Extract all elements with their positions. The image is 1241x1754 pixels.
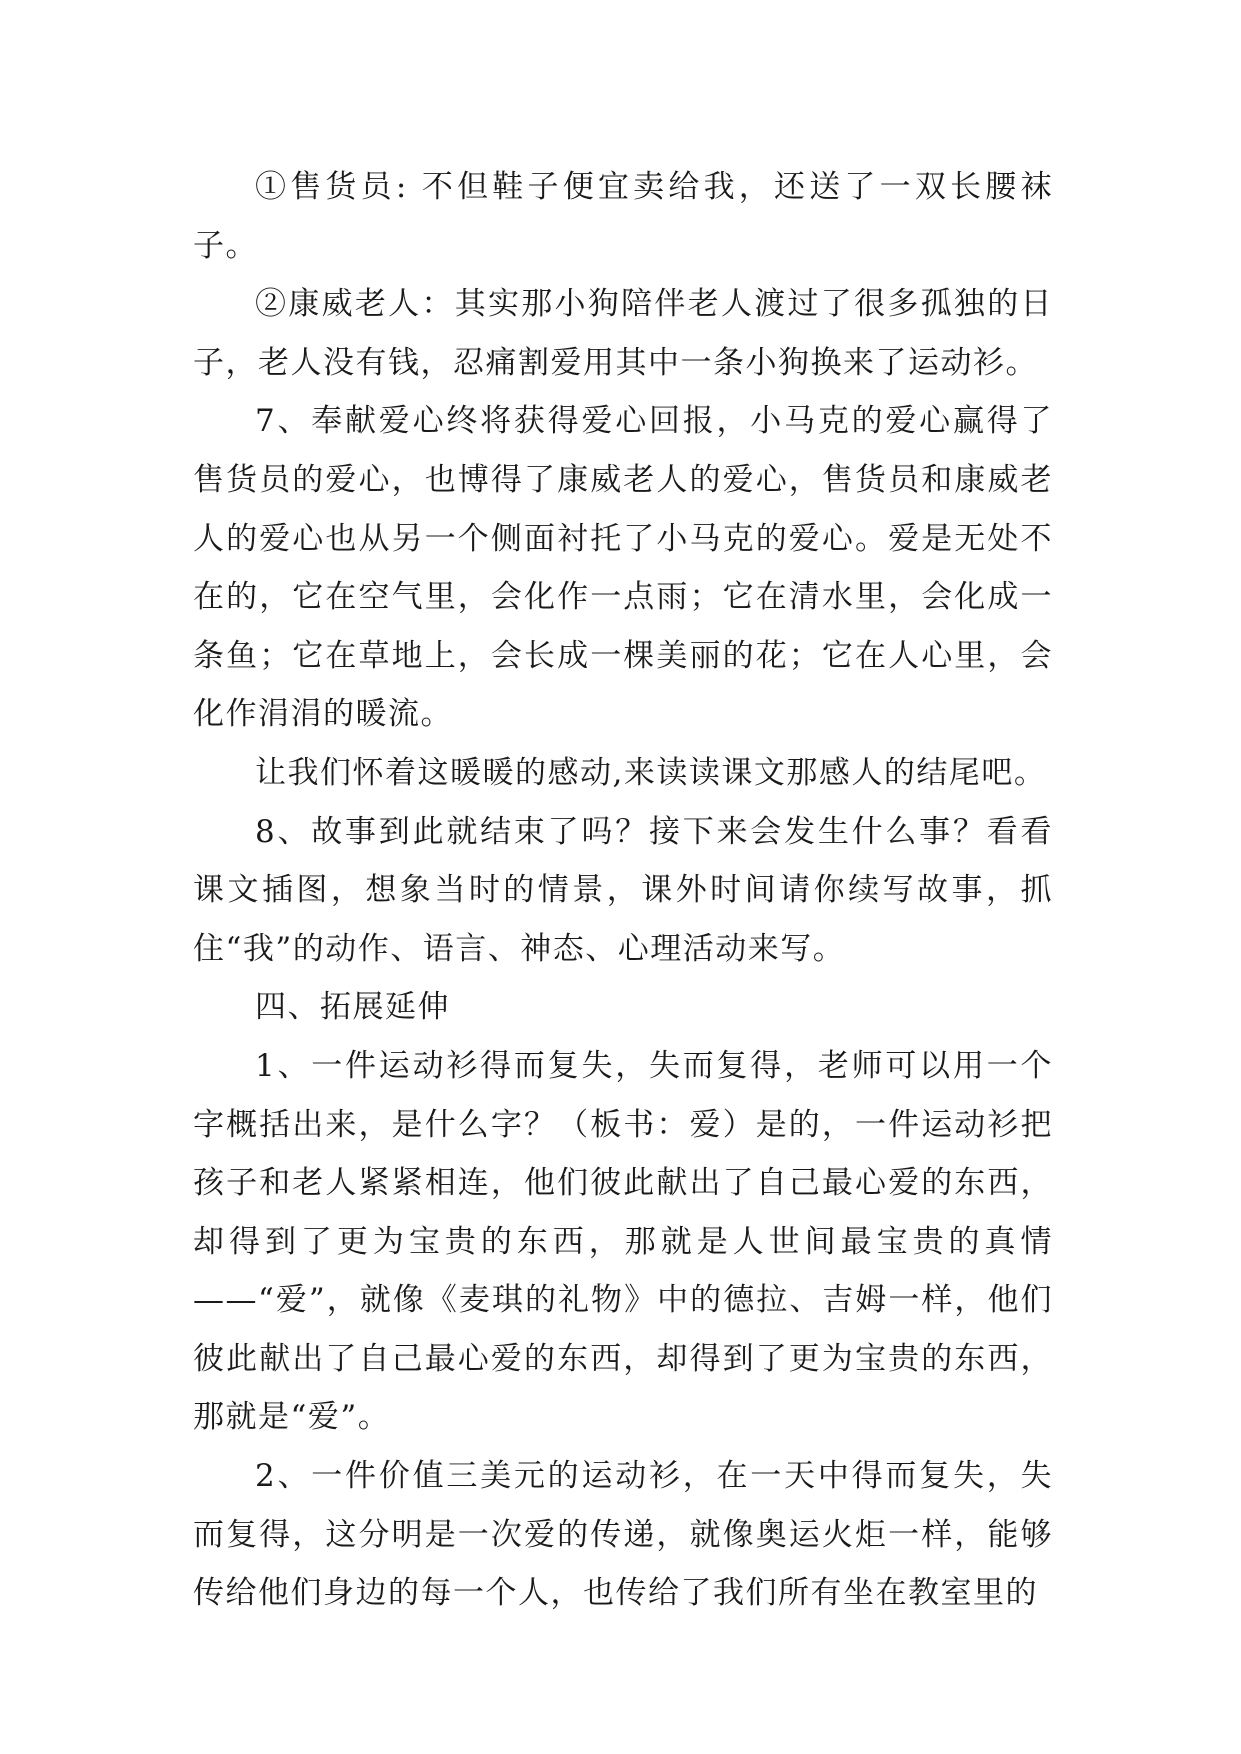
paragraph-point-7: 7、奉献爱心终将获得爱心回报，小马克的爱心赢得了售货员的爱心，也博得了康威老人的爱心，售货员和康威老人的爱心也从另一个侧面衬托了小马克的爱心。爱是无处不在的，它在空气里，会化作一点雨；它在清水里，会化成一条鱼；它在草地上，会长成一棵美丽的花；它在人心里，会化作涓涓的暖流。 [193,403,1053,733]
paragraph-extension-2: 2、一件价值三美元的运动衫，在一天中得而复失，失而复得，这分明是一次爱的传递，就像奥运火炬一样，能够传给他们身边的每一个人，也传给了我们所有坐在教室里的 [193,1458,1053,1612]
paragraph-read-ending: 让我们怀着这暖暖的感动,来读读课文那感人的结尾吧。 [255,754,1047,791]
paragraph-old-man-conway: ②康威老人：其实那小狗陪伴老人渡过了很多孤独的日子，老人没有钱，忍痛割爱用其中一条小狗换来了运动衫。 [193,286,1053,381]
section-heading-extension: 四、拓展延伸 [255,989,450,1026]
document-body [193,158,1053,1623]
paragraph-extension-1: 1、一件运动衫得而复失，失而复得，老师可以用一个字概括出来，是什么字？（板书：爱）是的，一件运动衫把孩子和老人紧紧相连，他们彼此献出了自己最心爱的东西，却得到了更为宝贵的东西，那就是人世间最宝贵的真情——“爱”，就像《麦琪的礼物》中的德拉、吉姆一样，他们彼此献出了自己最心爱的东西，却得到了更为宝贵的东西，那就是“爱”。 [193,1047,1053,1436]
paragraph-point-8: 8、故事到此就结束了吗？接下来会发生什么事？看看课文插图，想象当时的情景，课外时间请你续写故事，抓住“我”的动作、语言、神态、心理活动来写。 [193,813,1053,967]
paragraph-salesperson: ①售货员: 不但鞋子便宜卖给我，还送了一双长腰袜子。 [193,169,1053,264]
